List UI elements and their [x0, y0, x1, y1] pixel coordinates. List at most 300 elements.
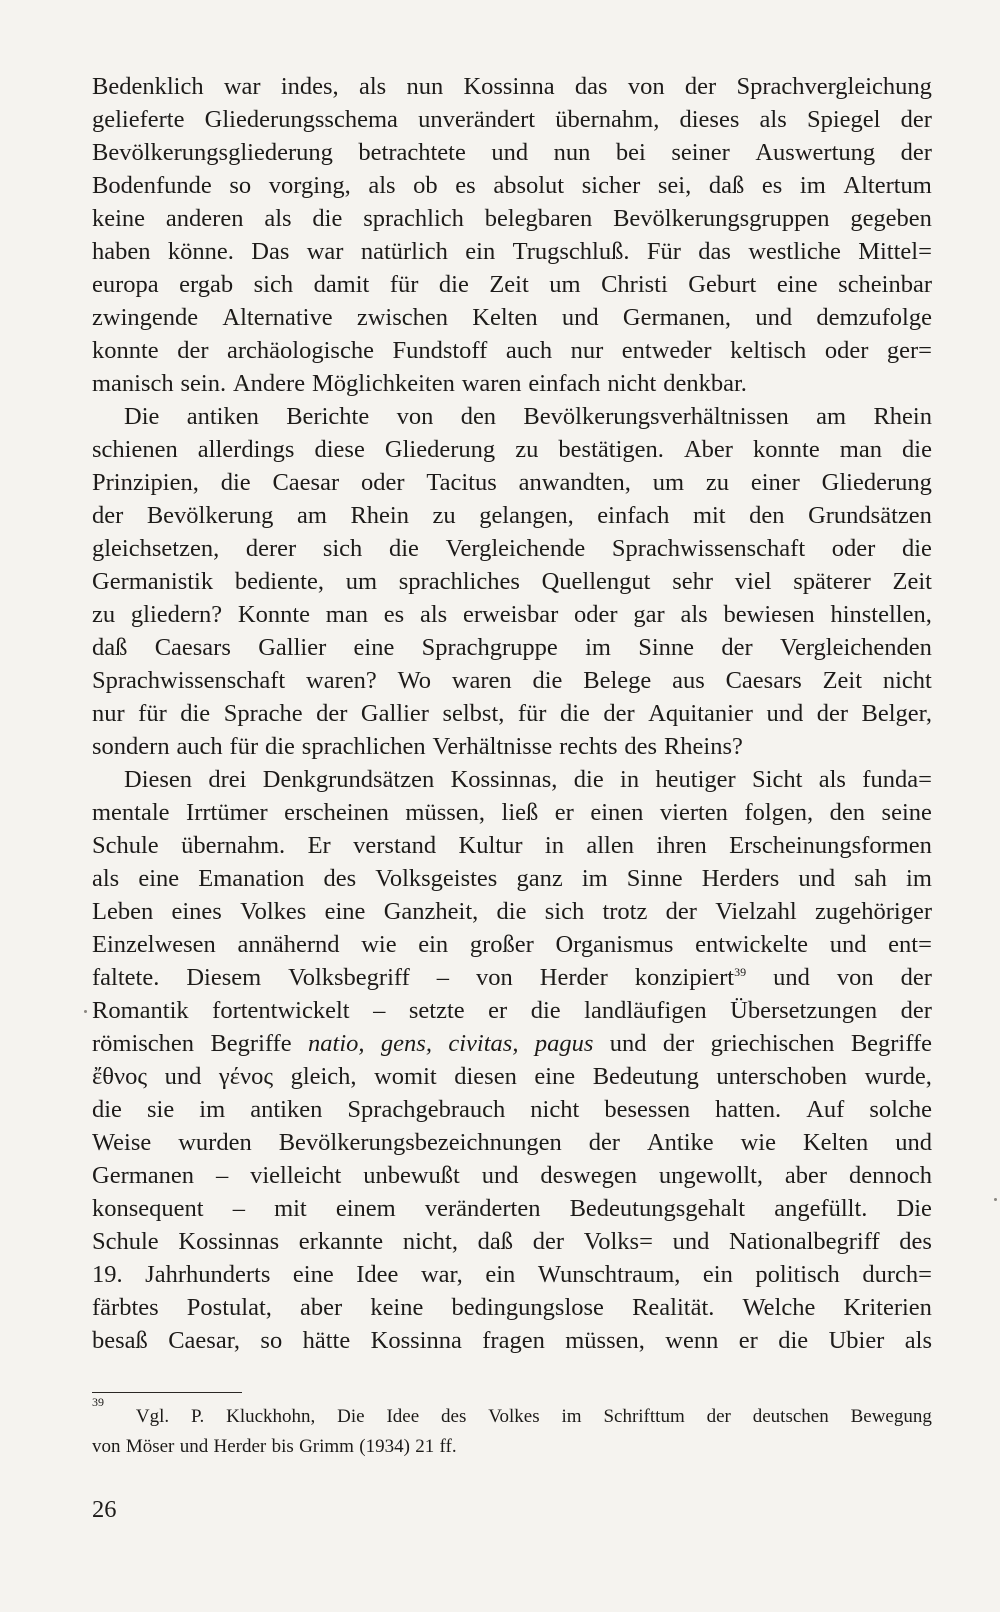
- word: fragen: [482, 1327, 545, 1354]
- word: Auswertung: [755, 139, 876, 166]
- word: solche: [869, 1096, 932, 1123]
- word: Altertum: [843, 172, 932, 199]
- word: Denkgrundsätzen: [262, 766, 435, 793]
- word: selbst,: [442, 700, 505, 727]
- word: oder: [831, 535, 876, 562]
- word: erkannte: [298, 1228, 384, 1255]
- word: drei: [208, 766, 247, 793]
- word: Tacitus: [426, 469, 497, 496]
- word: um: [652, 469, 685, 496]
- word: Emanation: [198, 865, 305, 892]
- word: gar: [633, 601, 665, 628]
- word: als: [420, 601, 448, 628]
- word: Caesars: [725, 667, 802, 694]
- word: oder: [574, 601, 618, 628]
- word: Grimm: [299, 1436, 354, 1457]
- word: zu: [432, 502, 456, 529]
- word: auch: [176, 733, 223, 760]
- word: war: [223, 73, 261, 100]
- word: Diesen: [124, 766, 193, 793]
- word: Herder: [539, 964, 608, 991]
- word: diese: [314, 436, 365, 463]
- word: pagus: [534, 1030, 594, 1057]
- word: als: [368, 172, 396, 199]
- word: anwandten,: [518, 469, 631, 496]
- word: –: [215, 1162, 229, 1189]
- word: Germanistik: [92, 568, 214, 595]
- word: Idee: [386, 1406, 420, 1427]
- word: wenn: [665, 1327, 719, 1354]
- word: keine: [370, 1294, 424, 1321]
- word: und: [766, 700, 804, 727]
- word: Volksgeistes: [375, 865, 498, 892]
- word: Zeit: [892, 568, 932, 595]
- word: Berichte: [286, 403, 370, 430]
- word: bediente,: [234, 568, 324, 595]
- word: der: [900, 964, 932, 991]
- word: indes,: [280, 73, 339, 100]
- word: ἔθνος: [92, 1063, 148, 1090]
- word: die: [264, 733, 295, 760]
- word: Vgl.: [135, 1406, 170, 1427]
- word: auch: [505, 337, 553, 364]
- word: europa: [92, 271, 159, 298]
- word: ein: [418, 931, 449, 958]
- word: entwickelte: [695, 931, 809, 958]
- word: ob: [413, 172, 438, 199]
- word: Bevölkerung: [146, 502, 274, 529]
- word: damit: [313, 271, 370, 298]
- word: anderen: [165, 205, 244, 232]
- word: konsequent: [92, 1195, 204, 1222]
- word: daß: [477, 1228, 514, 1255]
- word: diesen: [454, 1063, 517, 1090]
- word: müssen,: [565, 1327, 645, 1354]
- text-line: [92, 1093, 932, 1126]
- word: konzipiert$^{39}$: [634, 964, 747, 991]
- word: sehr: [672, 568, 714, 595]
- word: dennoch: [849, 1162, 932, 1189]
- word: Auf: [806, 1096, 845, 1123]
- word: –: [232, 1195, 245, 1222]
- word: absolut: [493, 172, 565, 199]
- word: keine: [92, 205, 146, 232]
- word: übernahm.: [181, 832, 286, 859]
- word: und: [609, 1030, 647, 1057]
- word: derer: [245, 535, 297, 562]
- word: in: [544, 832, 564, 859]
- word: einem: [335, 1195, 396, 1222]
- word: sich: [253, 271, 294, 298]
- word: sprachliches: [398, 568, 520, 595]
- word: Rheins?: [663, 733, 743, 760]
- word: gleich,: [290, 1063, 357, 1090]
- word: der: [588, 1129, 620, 1156]
- word: Jahrhunderts: [145, 1261, 271, 1288]
- word: die: [496, 898, 527, 925]
- word: sich: [544, 898, 585, 925]
- text-line: [92, 367, 932, 400]
- word: mit: [692, 502, 726, 529]
- word: die: [573, 766, 604, 793]
- word: eine: [353, 634, 395, 661]
- word: Begriffe: [210, 1030, 292, 1057]
- word: des: [624, 733, 658, 760]
- word: bewiesen: [723, 601, 815, 628]
- word: Gliederungsschema: [204, 106, 398, 133]
- word: sie: [147, 1096, 175, 1123]
- word: übernahm,: [555, 106, 660, 133]
- word: seiner: [671, 139, 730, 166]
- word: Kossinnas: [178, 1228, 280, 1255]
- word: Gliederung: [821, 469, 932, 496]
- word: Bevölkerungsgliederung: [92, 139, 333, 166]
- word: Bedeutung: [592, 1063, 699, 1090]
- word: zu: [92, 601, 116, 628]
- word: Vergleichende: [445, 535, 586, 562]
- word: Germanen: [92, 1162, 195, 1189]
- word: einen: [590, 799, 644, 826]
- word: eine: [534, 1063, 576, 1090]
- word: Romantik: [92, 997, 189, 1024]
- word: war,: [420, 1261, 463, 1288]
- page-speck: [994, 1198, 997, 1201]
- word: durch=: [862, 1261, 932, 1288]
- word: nun: [406, 73, 444, 100]
- word: westliche: [748, 238, 841, 265]
- text-line: [92, 730, 932, 763]
- word: den: [749, 502, 785, 529]
- word: als: [92, 865, 120, 892]
- word: daß: [708, 172, 745, 199]
- text-line: [92, 895, 932, 928]
- word: von: [836, 964, 874, 991]
- word: Realität.: [632, 1294, 715, 1321]
- word: ger=: [886, 337, 932, 364]
- word: und: [829, 931, 867, 958]
- word: sah: [854, 865, 887, 892]
- word: von: [627, 73, 665, 100]
- word: Caesar: [272, 469, 340, 496]
- word: Erscheinungsformen: [729, 832, 932, 859]
- word: könne.: [167, 238, 234, 265]
- word: des: [441, 1406, 467, 1427]
- word: wurde,: [864, 1063, 932, 1090]
- text-line: [92, 433, 932, 466]
- word: wie: [361, 931, 397, 958]
- word: ungewollt,: [658, 1162, 764, 1189]
- word: gelieferte: [92, 106, 185, 133]
- word: Für: [646, 238, 681, 265]
- word: Sprache: [223, 700, 303, 727]
- text-line: [92, 862, 932, 895]
- word: und: [895, 1129, 932, 1156]
- word: Caesars: [154, 634, 231, 661]
- word: unbewußt: [363, 1162, 460, 1189]
- word: Trugschluß.: [512, 238, 630, 265]
- word: Einzelwesen: [92, 931, 216, 958]
- word: Kossinnas,: [450, 766, 558, 793]
- word: ent=: [888, 931, 932, 958]
- word: denkbar.: [663, 370, 747, 397]
- word: gelangen,: [479, 502, 574, 529]
- word: Zeit: [822, 667, 863, 694]
- word: sprachlichen: [301, 733, 426, 760]
- word: die: [312, 205, 343, 232]
- word: besaß: [92, 1327, 148, 1354]
- word: so: [260, 1327, 283, 1354]
- word: womit: [374, 1063, 437, 1090]
- word: Grundsätzen: [808, 502, 932, 529]
- word: Er: [307, 832, 331, 859]
- word: Wo: [397, 667, 432, 694]
- word: Germanen,: [622, 304, 732, 331]
- word: der: [316, 700, 348, 727]
- word: aus: [672, 667, 705, 694]
- text-line: [92, 466, 932, 499]
- word: die: [559, 700, 590, 727]
- word: Die: [337, 1406, 365, 1427]
- text-line: [92, 532, 932, 565]
- word: der: [900, 106, 932, 133]
- word: gleichsetzen,: [92, 535, 220, 562]
- word: und: [798, 865, 836, 892]
- word: Fundstoff: [392, 337, 488, 364]
- word: Kriterien: [843, 1294, 932, 1321]
- word: der: [721, 634, 753, 661]
- text-line: [92, 400, 932, 433]
- word: allen: [586, 832, 634, 859]
- word: bei: [615, 139, 646, 166]
- word: Welche: [742, 1294, 816, 1321]
- word: der: [662, 1030, 695, 1057]
- word: der: [900, 997, 932, 1024]
- word: antiken: [186, 403, 259, 430]
- word: belegbaren: [484, 205, 593, 232]
- word: trotz: [602, 898, 648, 925]
- text-line: [92, 697, 932, 730]
- word: ganz: [516, 865, 563, 892]
- word: hinstellen,: [830, 601, 932, 628]
- word: ein: [702, 1261, 733, 1288]
- word: für: [517, 700, 547, 727]
- word: Schrifttum: [603, 1406, 685, 1427]
- word: scheinbar: [838, 271, 932, 298]
- word: Spiegel: [806, 106, 881, 133]
- word: oder: [360, 469, 405, 496]
- word: im: [561, 1406, 582, 1427]
- word: Sprachvergleichung: [736, 73, 932, 100]
- text-line: [92, 1060, 932, 1093]
- text-line: [92, 70, 932, 103]
- word: nicht: [882, 667, 932, 694]
- word: 21: [415, 1436, 435, 1457]
- word: aber: [784, 1162, 828, 1189]
- word: am: [816, 403, 847, 430]
- word: Caesar,: [168, 1327, 241, 1354]
- word: nur: [92, 700, 125, 727]
- text-line: [92, 268, 932, 301]
- word: Postulat,: [186, 1294, 272, 1321]
- word: Sprachwissenschaft: [92, 667, 286, 694]
- word: Sprachgruppe: [421, 634, 558, 661]
- word: und: [773, 964, 810, 991]
- word: civitas,: [448, 1030, 519, 1057]
- word: heutiger: [655, 766, 736, 793]
- word: seine: [881, 799, 932, 826]
- word: Wunschtraum,: [537, 1261, 681, 1288]
- word: Gliederung: [384, 436, 496, 463]
- word: ließ: [501, 799, 539, 826]
- word: sei,: [657, 172, 692, 199]
- word: die: [778, 1327, 809, 1354]
- word: Volksbegriff: [288, 964, 410, 991]
- word: Ubier: [828, 1327, 885, 1354]
- word: im: [581, 865, 608, 892]
- word: späterer: [793, 568, 871, 595]
- text-line: [92, 103, 932, 136]
- footnote-divider: [92, 1392, 242, 1393]
- word: zu: [515, 436, 539, 463]
- word: den: [460, 403, 497, 430]
- word: er: [488, 997, 508, 1024]
- word: Alternative: [222, 304, 333, 331]
- word: hatten.: [715, 1096, 782, 1123]
- word: Kelten: [802, 1129, 869, 1156]
- text-line: [92, 961, 932, 994]
- word: Sprachgebrauch: [347, 1096, 506, 1123]
- word: bis: [271, 1436, 294, 1457]
- word: Zeit: [489, 271, 529, 298]
- word: funda=: [862, 766, 932, 793]
- word: eine: [138, 865, 180, 892]
- word: römischen: [92, 1030, 195, 1057]
- word: Bodenfunde: [92, 172, 212, 199]
- word: gens,: [380, 1030, 432, 1057]
- word: waren?: [306, 667, 377, 694]
- word: er: [738, 1327, 758, 1354]
- word: die: [180, 700, 211, 727]
- word: fortentwickelt: [212, 997, 350, 1024]
- word: der: [684, 73, 717, 100]
- text-line: [92, 202, 932, 235]
- word: deswegen: [540, 1162, 637, 1189]
- word: Herder: [213, 1436, 267, 1457]
- word: P.: [191, 1406, 205, 1427]
- text-line: [92, 136, 932, 169]
- word: Andere: [232, 370, 306, 397]
- word: Diesem: [186, 964, 262, 991]
- word: viel: [734, 568, 772, 595]
- word: schienen: [92, 436, 178, 463]
- word: entweder: [621, 337, 712, 364]
- word: Sicht: [752, 766, 803, 793]
- word: rechts: [559, 733, 618, 760]
- word: Herders: [701, 865, 780, 892]
- word: Weise: [92, 1129, 152, 1156]
- word: konnte: [753, 436, 820, 463]
- word: erscheinen: [284, 799, 389, 826]
- word: Kossinna: [370, 1327, 462, 1354]
- word: Volkes: [488, 1406, 540, 1427]
- word: das: [574, 73, 608, 100]
- word: Leben: [92, 898, 154, 925]
- word: politisch: [755, 1261, 840, 1288]
- word: sicher: [581, 172, 641, 199]
- text-line: [92, 1225, 932, 1258]
- word: es: [455, 172, 476, 199]
- text-line: [92, 763, 932, 796]
- word: verstand: [353, 832, 437, 859]
- word: die: [532, 667, 563, 694]
- word: nicht: [530, 1096, 580, 1123]
- word: Gallier: [258, 634, 327, 661]
- word: Belger,: [861, 700, 932, 727]
- word: 19.: [92, 1261, 123, 1288]
- word: Die: [896, 1195, 932, 1222]
- word: einfach: [528, 370, 601, 397]
- word: Irrtümer: [186, 799, 268, 826]
- word: sein.: [180, 370, 227, 397]
- word: Organismus: [555, 931, 674, 958]
- word: als: [818, 766, 846, 793]
- word: ergab: [179, 271, 234, 298]
- word: die: [220, 469, 251, 496]
- word: es: [761, 172, 783, 199]
- text-line: [92, 1258, 932, 1291]
- word: als: [264, 205, 292, 232]
- word: betrachtete: [358, 139, 466, 166]
- word: Kultur: [458, 832, 523, 859]
- word: er: [554, 799, 574, 826]
- word: man: [325, 601, 368, 628]
- word: Bedeutungsgehalt: [569, 1195, 746, 1222]
- word: Bevölkerungsgruppen: [613, 205, 830, 232]
- word: für: [229, 733, 259, 760]
- word: Kossinna: [463, 73, 555, 100]
- word: für: [138, 700, 167, 727]
- word: des: [899, 1228, 932, 1255]
- word: in: [620, 766, 640, 793]
- word: γένος: [218, 1063, 274, 1090]
- word: und: [672, 1228, 710, 1255]
- word: Bewegung: [850, 1406, 932, 1427]
- word: haben: [92, 238, 151, 265]
- word: oder: [824, 337, 869, 364]
- word: nun: [553, 139, 591, 166]
- text-line: [92, 829, 932, 862]
- word: Verhältnisse: [432, 733, 553, 760]
- word: Ganzheit,: [383, 898, 479, 925]
- text-line: [92, 994, 932, 1027]
- word: einer: [750, 469, 800, 496]
- page-number: 26: [92, 1496, 117, 1523]
- word: waren: [461, 370, 522, 397]
- text-line: [92, 1324, 932, 1357]
- footnote-line: [92, 1395, 932, 1432]
- word: Schule: [92, 1228, 159, 1255]
- word: Christi: [601, 271, 668, 298]
- word: nur: [570, 337, 604, 364]
- word: die: [438, 271, 469, 298]
- word: zwingende: [92, 304, 199, 331]
- word: eines: [171, 898, 222, 925]
- word: dieses: [679, 106, 740, 133]
- word: mit: [274, 1195, 307, 1222]
- word: natio,: [308, 1030, 365, 1057]
- word: und: [164, 1063, 202, 1090]
- text-line: [92, 796, 932, 829]
